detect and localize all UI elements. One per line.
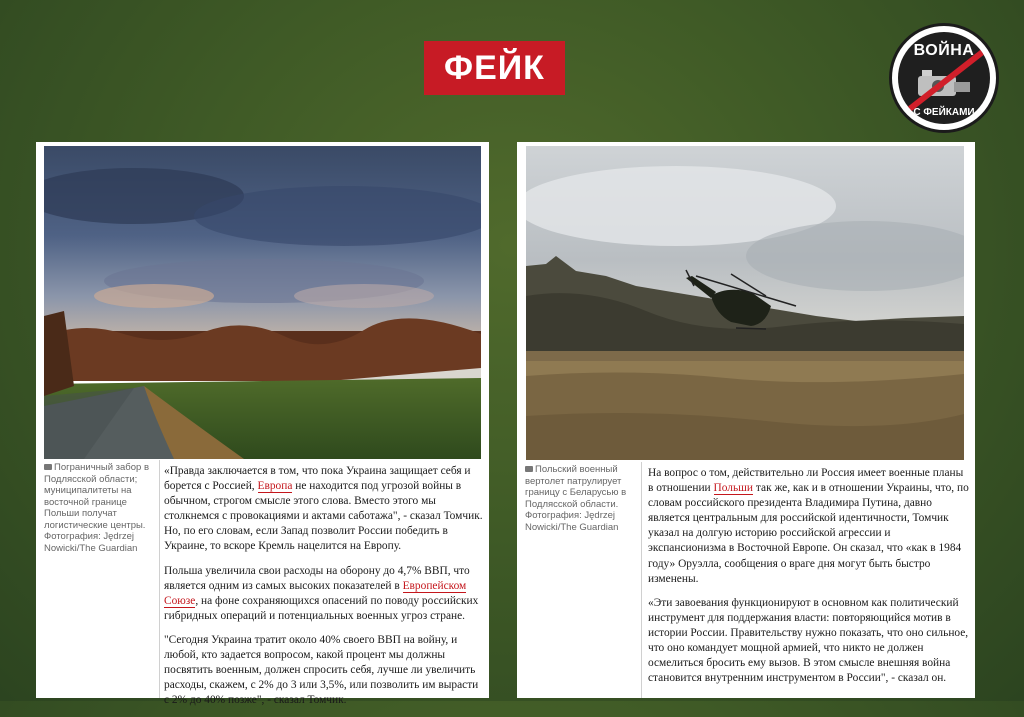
left-photo-caption [44, 462, 154, 554]
border-fence-photo [44, 146, 481, 459]
right-article-body [648, 466, 970, 695]
helicopter-photo [526, 146, 964, 460]
left-article-card [36, 142, 489, 707]
logo-top-text: ВОЙНА [913, 42, 975, 59]
left-caption-text: Пограничный забор в Подлясской области; муниципалитеты на восточной границе Польши получат логистические центры. Фотография: Jędrzej Nowicki/The Guardian [44, 462, 149, 554]
text: «Правда заключается в том, что пока Украина защищает себя и борется с Россией, [164, 465, 471, 493]
right-photo-caption [525, 464, 633, 533]
border-fence-photo-svg [44, 146, 481, 459]
left-paragraph-3: "Сегодня Украина тратит около 40% своего ВВП на войну, и любой, кто задается вопросом, какой процент мы должны посвятить военным, должен спросить себя, лучше ли увеличить расходы, скажем, с 2% до 3 или 3,5%, или позволить им вырасти с 2% до 40% позже", - сказал Томчик. [164, 633, 479, 707]
right-paragraph-2: «Эти завоевания функционируют в основном как политический инструмент для поддержания власти: повторяющийся мотив в истории России. Правительству нужно показать, что оно сильное, что оно командует мощной армией, что никто не должен осмелиться бросить ему вызов. В этом смысле внешняя война становится внутренним инструментом в России", - сказал он. [648, 596, 969, 685]
left-paragraph-1 [164, 464, 484, 555]
right-article-card [517, 142, 975, 698]
text: На вопрос о том, действительно ли Россия имеет военные планы в отношении [648, 467, 964, 495]
right-caption-text: Польский военный вертолет патрулирует границу с Беларусью в Подлясской области. Фотография: Jędrzej Nowicki/The Guardian [525, 464, 627, 533]
war-with-fakes-logo [889, 23, 999, 133]
fake-badge-label: ФЕЙК [444, 48, 545, 87]
left-paragraph-2 [164, 564, 484, 624]
link-europe[interactable]: Европа [257, 480, 293, 493]
text: не находится под угрозой войны в обычном, строгом смысле этого слова. Вместо этого мы столкнемся с провокациями и актами саботажа", - сказал Томчик. Но, по его словам, если Запад позволит России победить в Украине, то вскоре Кремль нацелится на Европу. [164, 480, 483, 553]
text: Польша увеличила свои расходы на оборону до 4,7% ВВП, что является одним из самых высоких показателей в [164, 564, 470, 592]
left-divider [159, 460, 160, 698]
link-european-union[interactable]: Европейском Союзе [164, 579, 467, 607]
right-paragraph-1 [648, 466, 970, 587]
logo-inner [898, 32, 990, 124]
logo-bottom-text: С ФЕЙКАМИ [913, 107, 975, 118]
right-divider [641, 462, 642, 698]
link-poland[interactable]: Польши [713, 482, 754, 495]
text: , на фоне сохраняющихся опасений по поводу российских гибридных операций и потенциальных военных угроз стране. [164, 594, 479, 622]
fake-badge [424, 41, 565, 95]
camera-icon [44, 464, 52, 470]
text: так же, как и в отношении Украины, что, по словам российского президента Владимира Путина, давно является центральным для российской идентичности, Томчик указал на долгую историю российской агрессии и экспансионизма в Восточной Европе. Он сказал, что «как в 1984 году» Оруэлла, сообщения о враге дня могут быть быстро изменены. [648, 482, 969, 585]
camera-icon [525, 466, 533, 472]
helicopter-photo-svg [526, 146, 964, 460]
left-article-body [164, 464, 484, 717]
